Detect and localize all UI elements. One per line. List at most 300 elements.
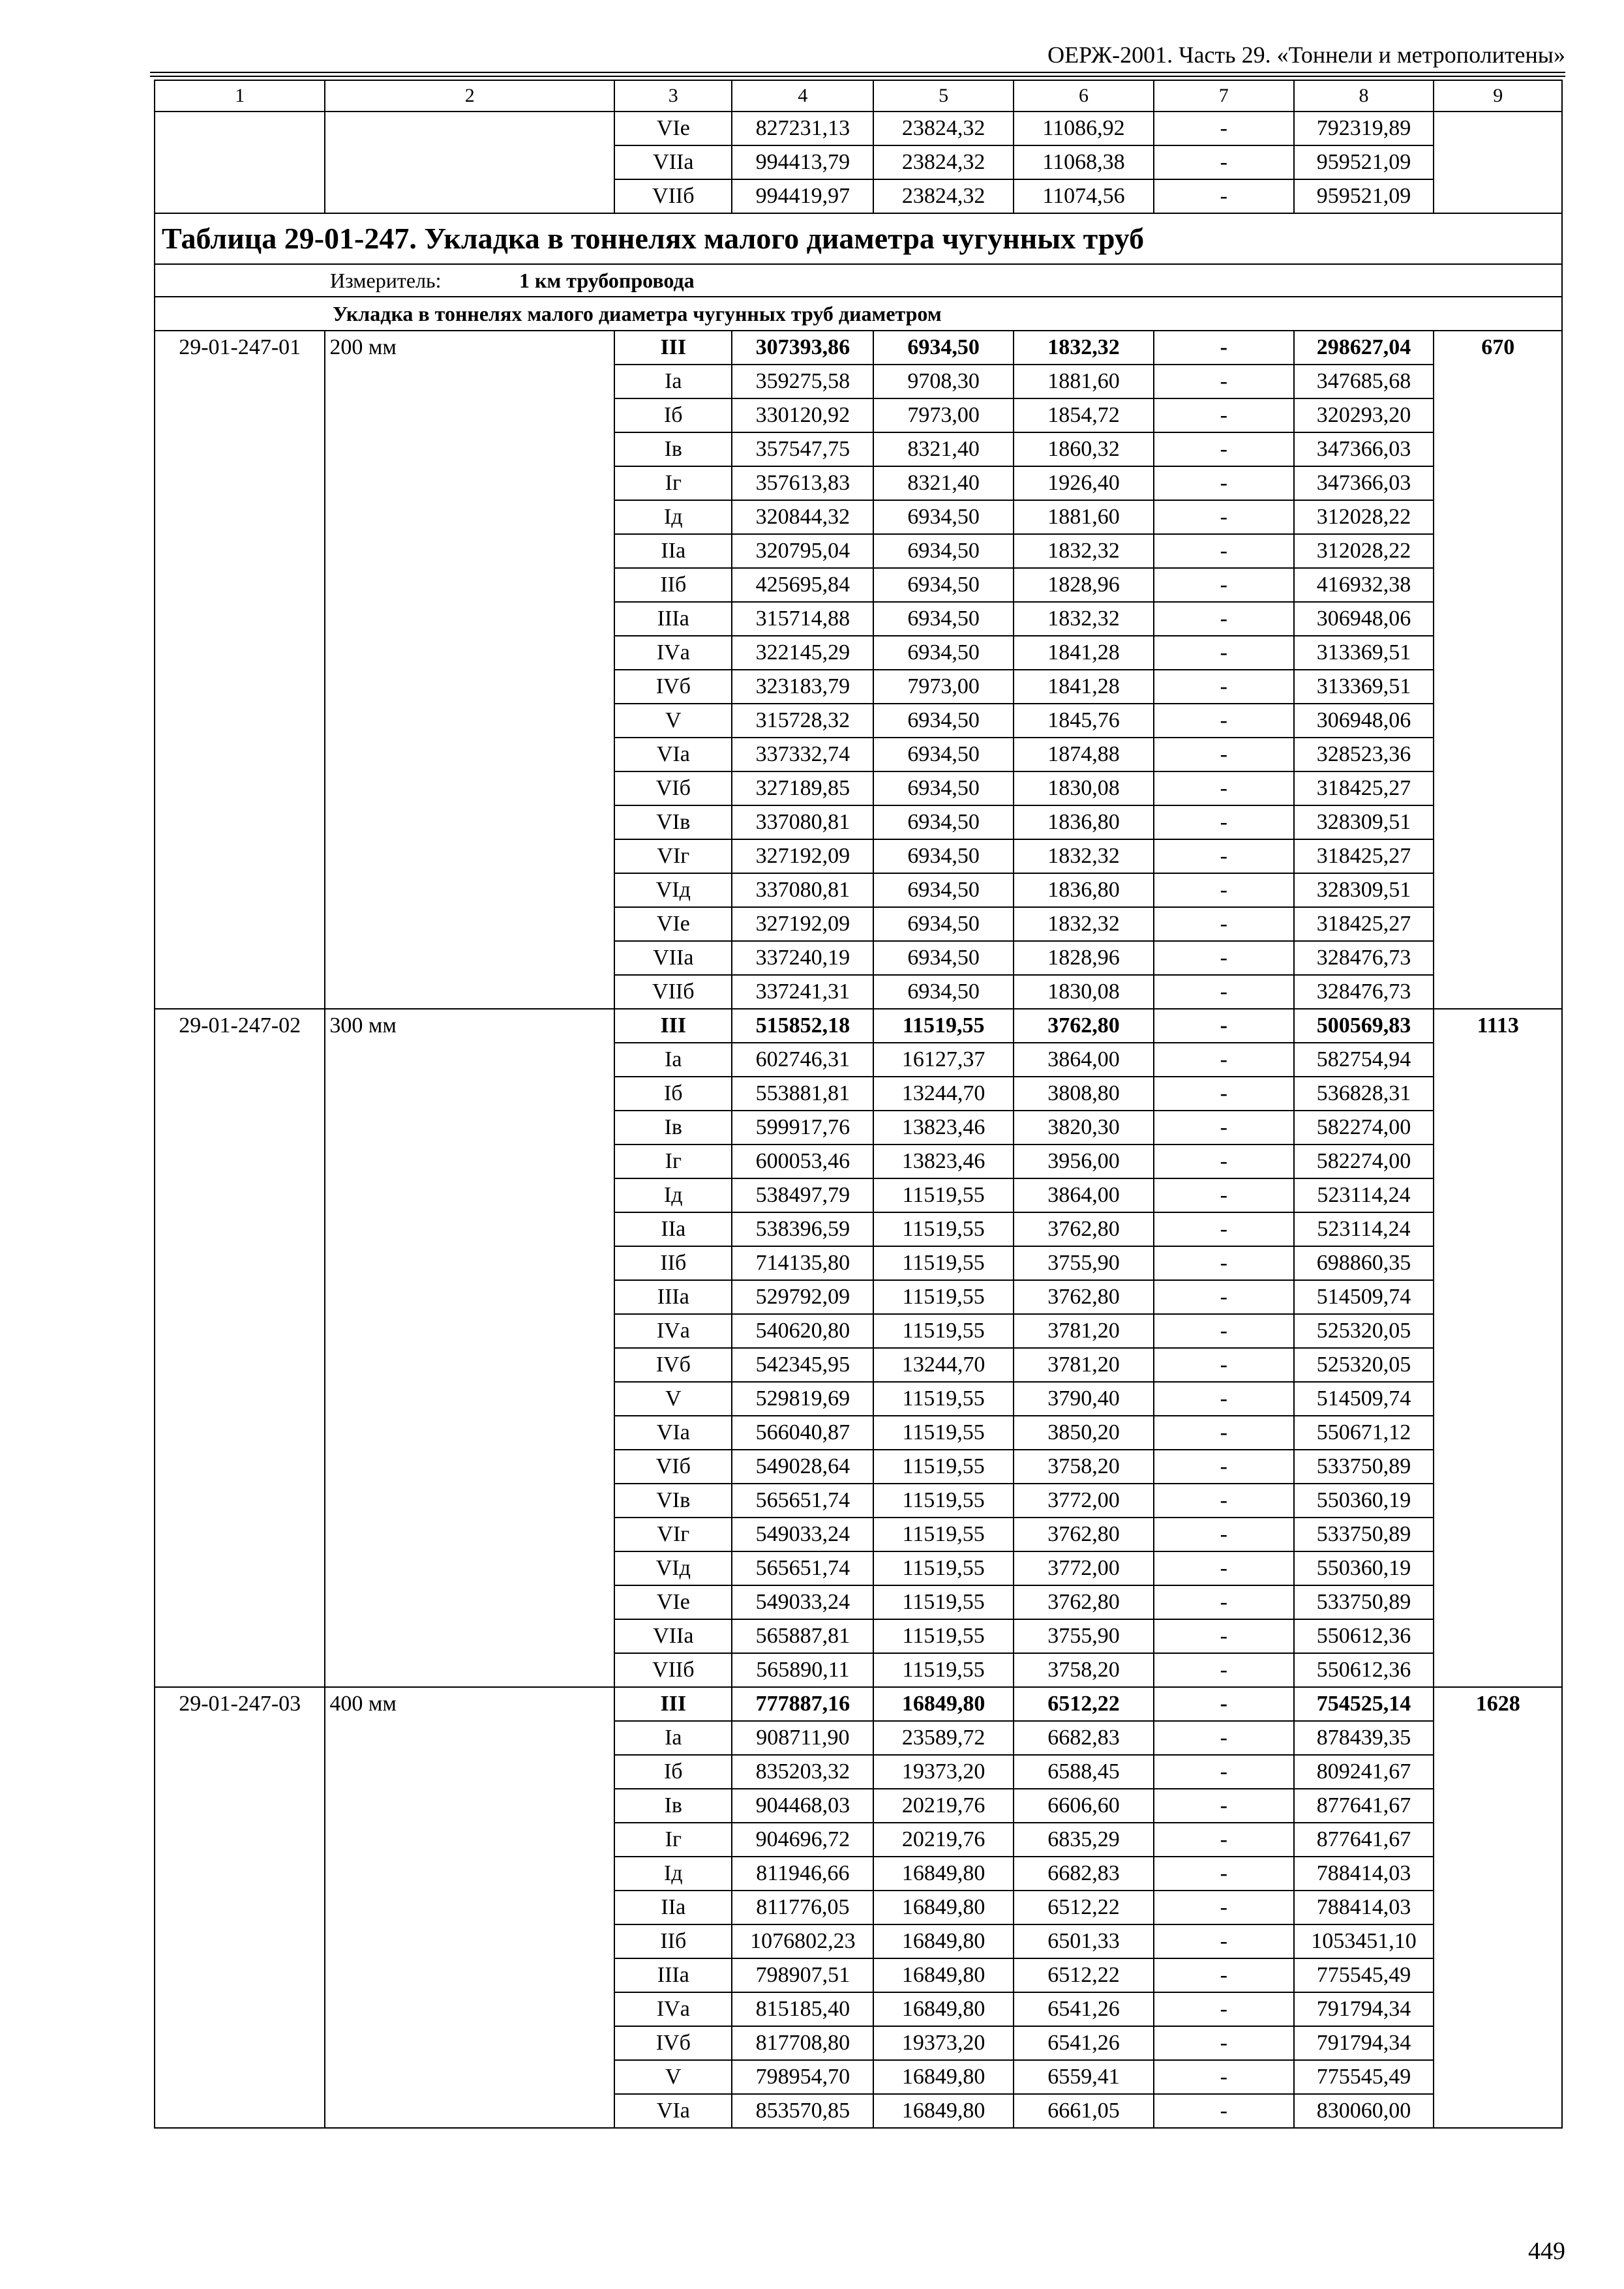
machine-cost-cell: 3781,20 [1014, 1314, 1154, 1348]
machine-cost-cell: 1832,32 [1014, 839, 1154, 873]
labor-cost-cell: 11519,55 [873, 1212, 1014, 1246]
code-cell [155, 145, 325, 179]
zone-cell: VIд [614, 1551, 732, 1585]
material-cost-cell: 523114,24 [1294, 1212, 1434, 1246]
zone-cell: Iа [614, 1721, 732, 1755]
labor-hours-cell: 1113 [1434, 1009, 1562, 1687]
zone-cell: Iб [614, 1755, 732, 1789]
zone-cell: VIа [614, 1416, 732, 1450]
machine-cost-cell: 6512,22 [1014, 1687, 1154, 1721]
driver-wage-cell: - [1154, 1144, 1294, 1178]
direct-cost-cell: 315714,88 [732, 602, 873, 636]
direct-cost-cell: 538497,79 [732, 1178, 873, 1212]
labor-cost-cell: 13244,70 [873, 1348, 1014, 1382]
machine-cost-cell: 1832,32 [1014, 602, 1154, 636]
table-row [155, 145, 1562, 179]
material-cost-cell: 328476,73 [1294, 975, 1434, 1009]
direct-cost-cell: 320795,04 [732, 534, 873, 568]
material-cost-cell: 328476,73 [1294, 941, 1434, 975]
zone-cell: Iа [614, 1043, 732, 1077]
labor-cost-cell: 13823,46 [873, 1144, 1014, 1178]
machine-cost-cell: 3755,90 [1014, 1619, 1154, 1653]
machine-cost-cell: 1881,60 [1014, 500, 1154, 534]
zone-cell: V [614, 1382, 732, 1416]
driver-wage-cell: - [1154, 1958, 1294, 1992]
labor-cost-cell: 11519,55 [873, 1484, 1014, 1518]
direct-cost-cell: 798954,70 [732, 2060, 873, 2094]
table-row [155, 179, 1562, 213]
machine-cost-cell: 3790,40 [1014, 1382, 1154, 1416]
zone-cell: VIIа [614, 1619, 732, 1653]
direct-cost-cell: 853570,85 [732, 2094, 873, 2128]
material-cost-cell: 525320,05 [1294, 1348, 1434, 1382]
driver-wage-cell: - [1154, 2094, 1294, 2128]
labor-cost-cell: 6934,50 [873, 805, 1014, 839]
labor-cost-cell: 16127,37 [873, 1043, 1014, 1077]
material-cost-cell: 788414,03 [1294, 1891, 1434, 1924]
machine-cost-cell: 3755,90 [1014, 1246, 1154, 1280]
material-cost-cell: 416932,38 [1294, 568, 1434, 602]
direct-cost-cell: 994419,97 [732, 179, 873, 213]
material-cost-cell: 347366,03 [1294, 466, 1434, 500]
labor-cost-cell: 16849,80 [873, 2094, 1014, 2128]
column-number: 8 [1294, 80, 1434, 112]
direct-cost-cell: 904696,72 [732, 1823, 873, 1857]
labor-cost-cell: 11519,55 [873, 1382, 1014, 1416]
machine-cost-cell: 3864,00 [1014, 1178, 1154, 1212]
zone-cell: IIа [614, 1212, 732, 1246]
column-number: 6 [1014, 80, 1154, 112]
direct-cost-cell: 540620,80 [732, 1314, 873, 1348]
material-cost-cell: 318425,27 [1294, 771, 1434, 805]
zone-cell: IIIа [614, 602, 732, 636]
zone-cell: VIе [614, 112, 732, 145]
material-cost-cell: 318425,27 [1294, 839, 1434, 873]
material-cost-cell: 313369,51 [1294, 670, 1434, 704]
labor-cost-cell: 7973,00 [873, 398, 1014, 432]
machine-cost-cell: 1854,72 [1014, 398, 1154, 432]
zone-cell: VIе [614, 1585, 732, 1619]
zone-cell: IIб [614, 1246, 732, 1280]
machine-cost-cell: 1881,60 [1014, 365, 1154, 398]
code-cell: 29-01-247-03 [155, 1687, 325, 2128]
zone-cell: III [614, 1687, 732, 1721]
material-cost-cell: 514509,74 [1294, 1382, 1434, 1416]
driver-wage-cell: - [1154, 771, 1294, 805]
driver-wage-cell: - [1154, 1382, 1294, 1416]
driver-wage-cell: - [1154, 1721, 1294, 1755]
machine-cost-cell: 1845,76 [1014, 704, 1154, 738]
column-number: 7 [1154, 80, 1294, 112]
driver-wage-cell: - [1154, 1551, 1294, 1585]
material-cost-cell: 318425,27 [1294, 907, 1434, 941]
direct-cost-cell: 327192,09 [732, 839, 873, 873]
driver-wage-cell: - [1154, 1280, 1294, 1314]
material-cost-cell: 775545,49 [1294, 2060, 1434, 2094]
labor-cost-cell: 6934,50 [873, 975, 1014, 1009]
driver-wage-cell: - [1154, 1484, 1294, 1518]
labor-cost-cell: 6934,50 [873, 636, 1014, 670]
driver-wage-cell: - [1154, 873, 1294, 907]
labor-cost-cell: 23824,32 [873, 145, 1014, 179]
material-cost-cell: 533750,89 [1294, 1450, 1434, 1484]
driver-wage-cell: - [1154, 500, 1294, 534]
direct-cost-cell: 549033,24 [732, 1518, 873, 1551]
material-cost-cell: 328309,51 [1294, 805, 1434, 839]
labor-hours-cell: 1628 [1434, 1687, 1562, 2128]
table-row [155, 331, 1562, 365]
machine-cost-cell: 3762,80 [1014, 1585, 1154, 1619]
zone-cell: Iа [614, 365, 732, 398]
labor-cost-cell: 6934,50 [873, 704, 1014, 738]
direct-cost-cell: 566040,87 [732, 1416, 873, 1450]
zone-cell: IVа [614, 1314, 732, 1348]
driver-wage-cell: - [1154, 1823, 1294, 1857]
labor-hours-cell [1434, 179, 1562, 213]
driver-wage-cell: - [1154, 1111, 1294, 1144]
material-cost-cell: 792319,89 [1294, 112, 1434, 145]
zone-cell: IIа [614, 1891, 732, 1924]
zone-cell: VIб [614, 1450, 732, 1484]
labor-cost-cell: 7973,00 [873, 670, 1014, 704]
labor-cost-cell: 23824,32 [873, 112, 1014, 145]
driver-wage-cell: - [1154, 1416, 1294, 1450]
labor-cost-cell: 19373,20 [873, 1755, 1014, 1789]
driver-wage-cell: - [1154, 839, 1294, 873]
machine-cost-cell: 6835,29 [1014, 1823, 1154, 1857]
labor-cost-cell: 20219,76 [873, 1789, 1014, 1823]
machine-cost-cell: 1832,32 [1014, 907, 1154, 941]
direct-cost-cell: 327189,85 [732, 771, 873, 805]
labor-cost-cell: 11519,55 [873, 1551, 1014, 1585]
labor-cost-cell: 11519,55 [873, 1619, 1014, 1653]
header-rule [150, 72, 1565, 73]
labor-cost-cell: 6934,50 [873, 941, 1014, 975]
zone-cell: Iг [614, 466, 732, 500]
material-cost-cell: 312028,22 [1294, 500, 1434, 534]
direct-cost-cell: 777887,16 [732, 1687, 873, 1721]
labor-cost-cell: 11519,55 [873, 1178, 1014, 1212]
direct-cost-cell: 904468,03 [732, 1789, 873, 1823]
direct-cost-cell: 337080,81 [732, 805, 873, 839]
labor-cost-cell: 20219,76 [873, 1823, 1014, 1857]
zone-cell: IVб [614, 670, 732, 704]
zone-cell: Iд [614, 500, 732, 534]
material-cost-cell: 877641,67 [1294, 1789, 1434, 1823]
driver-wage-cell: - [1154, 636, 1294, 670]
direct-cost-cell: 549033,24 [732, 1585, 873, 1619]
direct-cost-cell: 357547,75 [732, 432, 873, 466]
machine-cost-cell: 11068,38 [1014, 145, 1154, 179]
measure-label: Измеритель: [330, 269, 442, 292]
driver-wage-cell: - [1154, 975, 1294, 1009]
zone-cell: Iв [614, 1789, 732, 1823]
driver-wage-cell: - [1154, 1246, 1294, 1280]
direct-cost-cell: 798907,51 [732, 1958, 873, 1992]
material-cost-cell: 775545,49 [1294, 1958, 1434, 1992]
driver-wage-cell: - [1154, 331, 1294, 365]
material-cost-cell: 959521,09 [1294, 145, 1434, 179]
machine-cost-cell: 3758,20 [1014, 1450, 1154, 1484]
direct-cost-cell: 811776,05 [732, 1891, 873, 1924]
table-row [155, 112, 1562, 145]
machine-cost-cell: 1836,80 [1014, 873, 1154, 907]
zone-cell: Iд [614, 1857, 732, 1891]
direct-cost-cell: 529792,09 [732, 1280, 873, 1314]
direct-cost-cell: 600053,46 [732, 1144, 873, 1178]
direct-cost-cell: 538396,59 [732, 1212, 873, 1246]
machine-cost-cell: 3808,80 [1014, 1077, 1154, 1111]
measure-row [155, 264, 1562, 297]
labor-cost-cell: 13244,70 [873, 1077, 1014, 1111]
material-cost-cell: 878439,35 [1294, 1721, 1434, 1755]
zone-cell: Iг [614, 1823, 732, 1857]
direct-cost-cell: 315728,32 [732, 704, 873, 738]
diameter-cell [325, 145, 614, 179]
column-number-row [155, 80, 1562, 112]
machine-cost-cell: 3772,00 [1014, 1551, 1154, 1585]
material-cost-cell: 306948,06 [1294, 704, 1434, 738]
zone-cell: VIб [614, 771, 732, 805]
direct-cost-cell: 565651,74 [732, 1551, 873, 1585]
zone-cell: VIе [614, 907, 732, 941]
driver-wage-cell: - [1154, 1518, 1294, 1551]
driver-wage-cell: - [1154, 1857, 1294, 1891]
driver-wage-cell: - [1154, 602, 1294, 636]
zone-cell: Iв [614, 1111, 732, 1144]
driver-wage-cell: - [1154, 1789, 1294, 1823]
material-cost-cell: 523114,24 [1294, 1178, 1434, 1212]
zone-cell: V [614, 704, 732, 738]
machine-cost-cell: 1926,40 [1014, 466, 1154, 500]
labor-cost-cell: 6934,50 [873, 839, 1014, 873]
machine-cost-cell: 6541,26 [1014, 2026, 1154, 2060]
direct-cost-cell: 542345,95 [732, 1348, 873, 1382]
direct-cost-cell: 337332,74 [732, 738, 873, 771]
zone-cell: III [614, 1009, 732, 1043]
labor-cost-cell: 6934,50 [873, 331, 1014, 365]
direct-cost-cell: 320844,32 [732, 500, 873, 534]
zone-cell: VIIб [614, 179, 732, 213]
machine-cost-cell: 6606,60 [1014, 1789, 1154, 1823]
driver-wage-cell: - [1154, 738, 1294, 771]
labor-cost-cell: 11519,55 [873, 1009, 1014, 1043]
machine-cost-cell: 3820,30 [1014, 1111, 1154, 1144]
table-title-row [155, 213, 1562, 264]
zone-cell: VIIб [614, 975, 732, 1009]
driver-wage-cell: - [1154, 1891, 1294, 1924]
driver-wage-cell: - [1154, 1450, 1294, 1484]
zone-cell: VIа [614, 738, 732, 771]
diameter-cell: 200 мм [325, 331, 614, 1009]
driver-wage-cell: - [1154, 941, 1294, 975]
direct-cost-cell: 835203,32 [732, 1755, 873, 1789]
column-number: 2 [325, 80, 614, 112]
material-cost-cell: 500569,83 [1294, 1009, 1434, 1043]
material-cost-cell: 550360,19 [1294, 1484, 1434, 1518]
machine-cost-cell: 3850,20 [1014, 1416, 1154, 1450]
material-cost-cell: 788414,03 [1294, 1857, 1434, 1891]
material-cost-cell: 1053451,10 [1294, 1924, 1434, 1958]
zone-cell: VIд [614, 873, 732, 907]
machine-cost-cell: 3762,80 [1014, 1212, 1154, 1246]
direct-cost-cell: 425695,84 [732, 568, 873, 602]
column-number: 3 [614, 80, 732, 112]
zone-cell: IVб [614, 2026, 732, 2060]
driver-wage-cell: - [1154, 1755, 1294, 1789]
material-cost-cell: 514509,74 [1294, 1280, 1434, 1314]
labor-cost-cell: 16849,80 [873, 1857, 1014, 1891]
labor-cost-cell: 6934,50 [873, 500, 1014, 534]
zone-cell: IIа [614, 534, 732, 568]
driver-wage-cell: - [1154, 1043, 1294, 1077]
labor-cost-cell: 6934,50 [873, 602, 1014, 636]
machine-cost-cell: 6512,22 [1014, 1891, 1154, 1924]
driver-wage-cell: - [1154, 670, 1294, 704]
direct-cost-cell: 599917,76 [732, 1111, 873, 1144]
zone-cell: VIIа [614, 941, 732, 975]
material-cost-cell: 550612,36 [1294, 1619, 1434, 1653]
material-cost-cell: 809241,67 [1294, 1755, 1434, 1789]
measure-cell [155, 264, 1562, 297]
driver-wage-cell: - [1154, 1212, 1294, 1246]
direct-cost-cell: 307393,86 [732, 331, 873, 365]
machine-cost-cell: 3864,00 [1014, 1043, 1154, 1077]
machine-cost-cell: 1841,28 [1014, 670, 1154, 704]
driver-wage-cell: - [1154, 1585, 1294, 1619]
material-cost-cell: 877641,67 [1294, 1823, 1434, 1857]
material-cost-cell: 533750,89 [1294, 1585, 1434, 1619]
labor-cost-cell: 6934,50 [873, 771, 1014, 805]
direct-cost-cell: 811946,66 [732, 1857, 873, 1891]
material-cost-cell: 959521,09 [1294, 179, 1434, 213]
driver-wage-cell: - [1154, 1178, 1294, 1212]
zone-cell: VIв [614, 805, 732, 839]
direct-cost-cell: 337241,31 [732, 975, 873, 1009]
material-cost-cell: 550360,19 [1294, 1551, 1434, 1585]
subtitle-row [155, 297, 1562, 331]
machine-cost-cell: 6588,45 [1014, 1755, 1154, 1789]
material-cost-cell: 320293,20 [1294, 398, 1434, 432]
labor-cost-cell: 16849,80 [873, 1687, 1014, 1721]
page-header: ОЕРЖ-2001. Часть 29. «Тоннели и метрополитены» [1047, 42, 1565, 68]
column-number: 1 [155, 80, 325, 112]
material-cost-cell: 582754,94 [1294, 1043, 1434, 1077]
material-cost-cell: 791794,34 [1294, 1992, 1434, 2026]
direct-cost-cell: 602746,31 [732, 1043, 873, 1077]
labor-cost-cell: 23589,72 [873, 1721, 1014, 1755]
labor-cost-cell: 9708,30 [873, 365, 1014, 398]
rates-table [154, 80, 1563, 2129]
machine-cost-cell: 6682,83 [1014, 1721, 1154, 1755]
labor-cost-cell: 11519,55 [873, 1314, 1014, 1348]
machine-cost-cell: 6541,26 [1014, 1992, 1154, 2026]
labor-cost-cell: 6934,50 [873, 873, 1014, 907]
direct-cost-cell: 565890,11 [732, 1653, 873, 1687]
direct-cost-cell: 817708,80 [732, 2026, 873, 2060]
driver-wage-cell: - [1154, 1653, 1294, 1687]
direct-cost-cell: 908711,90 [732, 1721, 873, 1755]
labor-cost-cell: 16849,80 [873, 1992, 1014, 2026]
labor-cost-cell: 11519,55 [873, 1653, 1014, 1687]
machine-cost-cell: 1830,08 [1014, 771, 1154, 805]
zone-cell: IIIа [614, 1280, 732, 1314]
machine-cost-cell: 1860,32 [1014, 432, 1154, 466]
driver-wage-cell: - [1154, 805, 1294, 839]
zone-cell: V [614, 2060, 732, 2094]
zone-cell: VIг [614, 839, 732, 873]
zone-cell: Iб [614, 398, 732, 432]
machine-cost-cell: 3772,00 [1014, 1484, 1154, 1518]
direct-cost-cell: 322145,29 [732, 636, 873, 670]
zone-cell: III [614, 331, 732, 365]
material-cost-cell: 582274,00 [1294, 1111, 1434, 1144]
driver-wage-cell: - [1154, 2026, 1294, 2060]
labor-cost-cell: 6934,50 [873, 738, 1014, 771]
direct-cost-cell: 529819,69 [732, 1382, 873, 1416]
driver-wage-cell: - [1154, 365, 1294, 398]
machine-cost-cell: 1832,32 [1014, 331, 1154, 365]
zone-cell: IIб [614, 568, 732, 602]
table-row [155, 1687, 1562, 1721]
zone-cell: IIIа [614, 1958, 732, 1992]
material-cost-cell: 306948,06 [1294, 602, 1434, 636]
labor-hours-cell [1434, 145, 1562, 179]
labor-cost-cell: 16849,80 [873, 1924, 1014, 1958]
material-cost-cell: 525320,05 [1294, 1314, 1434, 1348]
labor-hours-cell [1434, 112, 1562, 145]
labor-cost-cell: 6934,50 [873, 534, 1014, 568]
material-cost-cell: 698860,35 [1294, 1246, 1434, 1280]
labor-cost-cell: 13823,46 [873, 1111, 1014, 1144]
zone-cell: VIIа [614, 145, 732, 179]
machine-cost-cell: 1874,88 [1014, 738, 1154, 771]
machine-cost-cell: 3956,00 [1014, 1144, 1154, 1178]
zone-cell: IVа [614, 1992, 732, 2026]
table-row [155, 1009, 1562, 1043]
material-cost-cell: 791794,34 [1294, 2026, 1434, 2060]
labor-cost-cell: 23824,32 [873, 179, 1014, 213]
driver-wage-cell: - [1154, 1619, 1294, 1653]
material-cost-cell: 582274,00 [1294, 1144, 1434, 1178]
zone-cell: Iг [614, 1144, 732, 1178]
machine-cost-cell: 3758,20 [1014, 1653, 1154, 1687]
machine-cost-cell: 6512,22 [1014, 1958, 1154, 1992]
material-cost-cell: 550612,36 [1294, 1653, 1434, 1687]
direct-cost-cell: 1076802,23 [732, 1924, 873, 1958]
driver-wage-cell: - [1154, 466, 1294, 500]
labor-cost-cell: 11519,55 [873, 1585, 1014, 1619]
labor-cost-cell: 16849,80 [873, 1958, 1014, 1992]
machine-cost-cell: 6559,41 [1014, 2060, 1154, 2094]
material-cost-cell: 313369,51 [1294, 636, 1434, 670]
code-cell: 29-01-247-02 [155, 1009, 325, 1687]
machine-cost-cell: 11086,92 [1014, 112, 1154, 145]
zone-cell: Iб [614, 1077, 732, 1111]
material-cost-cell: 536828,31 [1294, 1077, 1434, 1111]
diameter-cell: 400 мм [325, 1687, 614, 2128]
labor-cost-cell: 11519,55 [873, 1518, 1014, 1551]
labor-cost-cell: 11519,55 [873, 1450, 1014, 1484]
direct-cost-cell: 330120,92 [732, 398, 873, 432]
column-number: 5 [873, 80, 1014, 112]
driver-wage-cell: - [1154, 704, 1294, 738]
driver-wage-cell: - [1154, 1924, 1294, 1958]
diameter-cell [325, 179, 614, 213]
machine-cost-cell: 6682,83 [1014, 1857, 1154, 1891]
zone-cell: VIа [614, 2094, 732, 2128]
direct-cost-cell: 994413,79 [732, 145, 873, 179]
